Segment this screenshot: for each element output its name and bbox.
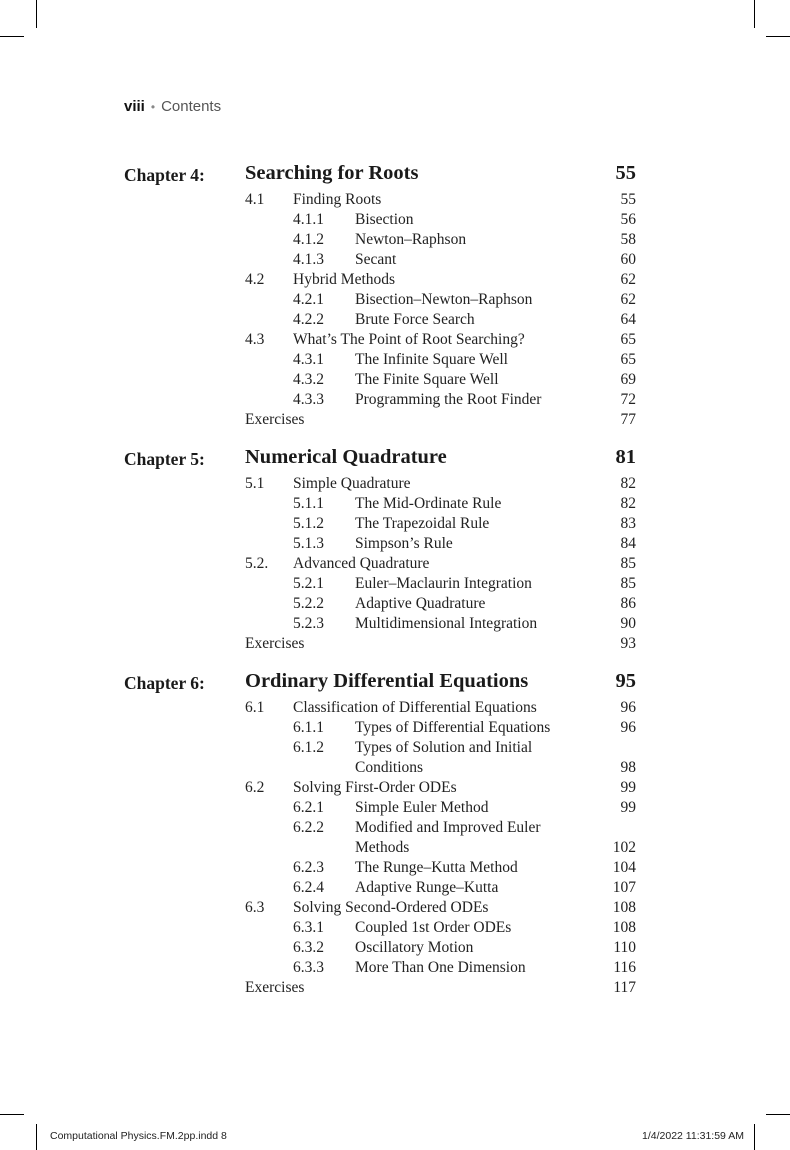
chapter-title: Ordinary Differential Equations: [245, 670, 529, 692]
subsection-number: 4.2.2: [293, 311, 324, 328]
subsection-title: Secant: [355, 251, 397, 268]
subsection-title-continued: Methods: [355, 839, 410, 856]
chapter-page: 81: [615, 446, 636, 468]
toc-subsection: [124, 250, 636, 270]
toc-subsection: [124, 718, 636, 738]
section-title: Classification of Differential Equations: [293, 699, 537, 716]
subsection-title: The Runge–Kutta Method: [355, 859, 518, 876]
toc-section: [124, 190, 636, 210]
section-number: 4.2: [245, 271, 265, 288]
exercises-title: Exercises: [245, 979, 305, 996]
chapter-heading: [124, 162, 636, 190]
subsection-page: 96: [620, 719, 636, 736]
toc-subsection: [124, 818, 636, 838]
toc-subsection: [124, 230, 636, 250]
section-page: 62: [620, 271, 636, 288]
subsection-number: 6.3.2: [293, 939, 324, 956]
crop-mark-top-left-horizontal: [0, 36, 24, 37]
toc-subsection: [124, 390, 636, 410]
subsection-number: 5.1.3: [293, 535, 324, 552]
subsection-number: 4.1.2: [293, 231, 324, 248]
chapter-title: Searching for Roots: [245, 162, 419, 184]
toc-subsection: [124, 938, 636, 958]
subsection-page: 69: [620, 371, 636, 388]
subsection-page: 85: [620, 575, 636, 592]
toc-subsection: [124, 958, 636, 978]
subsection-page: 60: [620, 251, 636, 268]
chapter-heading: [124, 670, 636, 698]
section-title: What’s The Point of Root Searching?: [293, 331, 525, 348]
subsection-number: 4.3.3: [293, 391, 324, 408]
subsection-title: Programming the Root Finder: [355, 391, 542, 408]
subsection-page: 116: [613, 959, 636, 976]
subsection-number: 4.1.3: [293, 251, 324, 268]
subsection-page: 58: [620, 231, 636, 248]
toc-subsection: [124, 514, 636, 534]
subsection-number: 5.1.1: [293, 495, 324, 512]
subsection-number: 5.2.3: [293, 615, 324, 632]
toc-subsection: [124, 918, 636, 938]
subsection-number: 5.1.2: [293, 515, 324, 532]
toc-subsection: [124, 594, 636, 614]
toc-subsection: [124, 290, 636, 310]
subsection-page: 72: [620, 391, 636, 408]
subsection-page: 102: [612, 839, 636, 856]
subsection-number: 5.2.2: [293, 595, 324, 612]
crop-mark-bottom-right-horizontal: [766, 1114, 790, 1115]
subsection-title: Bisection–Newton–Raphson: [355, 291, 533, 308]
toc-exercises: [124, 978, 636, 998]
toc-subsection: [124, 858, 636, 878]
subsection-title: Modified and Improved Euler: [355, 819, 541, 836]
subsection-title: Euler–Maclaurin Integration: [355, 575, 532, 592]
toc-subsection: [124, 798, 636, 818]
chapter-page: 95: [615, 670, 636, 692]
subsection-page: 90: [620, 615, 636, 632]
crop-mark-top-right-vertical: [754, 0, 755, 28]
toc-exercises: [124, 634, 636, 654]
section-number: 5.1: [245, 475, 265, 492]
toc-section: [124, 474, 636, 494]
subsection-title: Brute Force Search: [355, 311, 475, 328]
section-number: 4.3: [245, 331, 265, 348]
subsection-title: Coupled 1st Order ODEs: [355, 919, 512, 936]
subsection-number: 6.2.2: [293, 819, 324, 836]
toc-chapter: [124, 446, 636, 654]
subsection-page: 64: [620, 311, 636, 328]
section-page: 108: [612, 899, 636, 916]
table-of-contents: [124, 162, 636, 1014]
toc-section: [124, 554, 636, 574]
crop-mark-bottom-right-vertical: [754, 1124, 755, 1150]
crop-mark-top-left-vertical: [36, 0, 37, 28]
subsection-title: Simpson’s Rule: [355, 535, 453, 552]
subsection-page: 83: [620, 515, 636, 532]
subsection-number: 4.3.1: [293, 351, 324, 368]
section-page: 55: [620, 191, 636, 208]
section-title: Finding Roots: [293, 191, 382, 208]
page-folio: viii: [124, 98, 145, 115]
subsection-page: 110: [613, 939, 636, 956]
subsection-page: 82: [620, 495, 636, 512]
subsection-title: The Mid-Ordinate Rule: [355, 495, 502, 512]
toc-subsection: [124, 534, 636, 554]
running-header: [124, 98, 221, 115]
subsection-page: 99: [620, 799, 636, 816]
subsection-number: 4.3.2: [293, 371, 324, 388]
exercises-title: Exercises: [245, 411, 305, 428]
toc-chapter: [124, 670, 636, 998]
subsection-page: 65: [620, 351, 636, 368]
section-page: 99: [620, 779, 636, 796]
toc-section: [124, 778, 636, 798]
toc-subsection-continued: [124, 838, 636, 858]
section-title: Simple Quadrature: [293, 475, 411, 492]
subsection-title: Simple Euler Method: [355, 799, 489, 816]
chapter-heading: [124, 446, 636, 474]
toc-section: [124, 270, 636, 290]
chapter-title: Numerical Quadrature: [245, 446, 447, 468]
section-number: 5.2.: [245, 555, 269, 572]
slug-timestamp: 1/4/2022 11:31:59 AM: [642, 1130, 744, 1142]
section-number: 6.2: [245, 779, 265, 796]
chapter-label: Chapter 5:: [124, 449, 205, 469]
subsection-number: 6.3.1: [293, 919, 324, 936]
subsection-number: 6.1.2: [293, 739, 324, 756]
section-page: 96: [620, 699, 636, 716]
subsection-page: 86: [620, 595, 636, 612]
subsection-number: 6.1.1: [293, 719, 324, 736]
chapter-label: Chapter 4:: [124, 165, 205, 185]
subsection-number: 6.2.3: [293, 859, 324, 876]
crop-mark-bottom-left-horizontal: [0, 1114, 24, 1115]
running-title: Contents: [161, 98, 222, 115]
section-title: Advanced Quadrature: [293, 555, 430, 572]
section-title: Hybrid Methods: [293, 271, 396, 288]
section-number: 6.3: [245, 899, 265, 916]
toc-section: [124, 898, 636, 918]
toc-section: [124, 698, 636, 718]
section-number: 6.1: [245, 699, 265, 716]
subsection-number: 6.2.1: [293, 799, 324, 816]
subsection-title: The Infinite Square Well: [355, 351, 508, 368]
subsection-page: 98: [620, 759, 636, 776]
subsection-number: 4.1.1: [293, 211, 324, 228]
toc-subsection: [124, 210, 636, 230]
subsection-title: The Trapezoidal Rule: [355, 515, 490, 532]
exercises-page: 117: [613, 979, 636, 996]
subsection-title: Oscillatory Motion: [355, 939, 474, 956]
section-number: 4.1: [245, 191, 265, 208]
subsection-page: 108: [612, 919, 636, 936]
toc-subsection: [124, 614, 636, 634]
subsection-title: Adaptive Runge–Kutta: [355, 879, 499, 896]
subsection-number: 6.2.4: [293, 879, 324, 896]
subsection-title: Adaptive Quadrature: [355, 595, 486, 612]
section-page: 82: [620, 475, 636, 492]
subsection-title-continued: Conditions: [355, 759, 424, 776]
section-title: Solving First-Order ODEs: [293, 779, 457, 796]
toc-subsection: [124, 738, 636, 758]
subsection-title: The Finite Square Well: [355, 371, 499, 388]
section-page: 85: [620, 555, 636, 572]
exercises-title: Exercises: [245, 635, 305, 652]
subsection-title: Types of Differential Equations: [355, 719, 551, 736]
subsection-page: 56: [620, 211, 636, 228]
chapter-label: Chapter 6:: [124, 673, 205, 693]
subsection-number: 5.2.1: [293, 575, 324, 592]
subsection-title: Types of Solution and Initial: [355, 739, 533, 756]
chapter-page: 55: [615, 162, 636, 184]
subsection-title: More Than One Dimension: [355, 959, 526, 976]
header-separator: •: [150, 100, 156, 114]
toc-subsection: [124, 574, 636, 594]
toc-subsection: [124, 878, 636, 898]
subsection-number: 4.2.1: [293, 291, 324, 308]
toc-subsection: [124, 310, 636, 330]
subsection-page: 107: [612, 879, 636, 896]
toc-subsection: [124, 494, 636, 514]
subsection-title: Newton–Raphson: [355, 231, 467, 248]
subsection-title: Multidimensional Integration: [355, 615, 538, 632]
exercises-page: 93: [620, 635, 636, 652]
subsection-page: 62: [620, 291, 636, 308]
toc-exercises: [124, 410, 636, 430]
toc-section: [124, 330, 636, 350]
subsection-page: 104: [612, 859, 636, 876]
section-page: 65: [620, 331, 636, 348]
subsection-title: Bisection: [355, 211, 414, 228]
subsection-page: 84: [620, 535, 636, 552]
toc-subsection: [124, 350, 636, 370]
subsection-number: 6.3.3: [293, 959, 324, 976]
toc-subsection-continued: [124, 758, 636, 778]
section-title: Solving Second-Ordered ODEs: [293, 899, 489, 916]
crop-mark-top-right-horizontal: [766, 36, 790, 37]
toc-subsection: [124, 370, 636, 390]
toc-chapter: [124, 162, 636, 430]
exercises-page: 77: [620, 411, 636, 428]
crop-mark-bottom-left-vertical: [36, 1124, 37, 1150]
slug-file-info: Computational Physics.FM.2pp.indd 8: [50, 1130, 227, 1142]
